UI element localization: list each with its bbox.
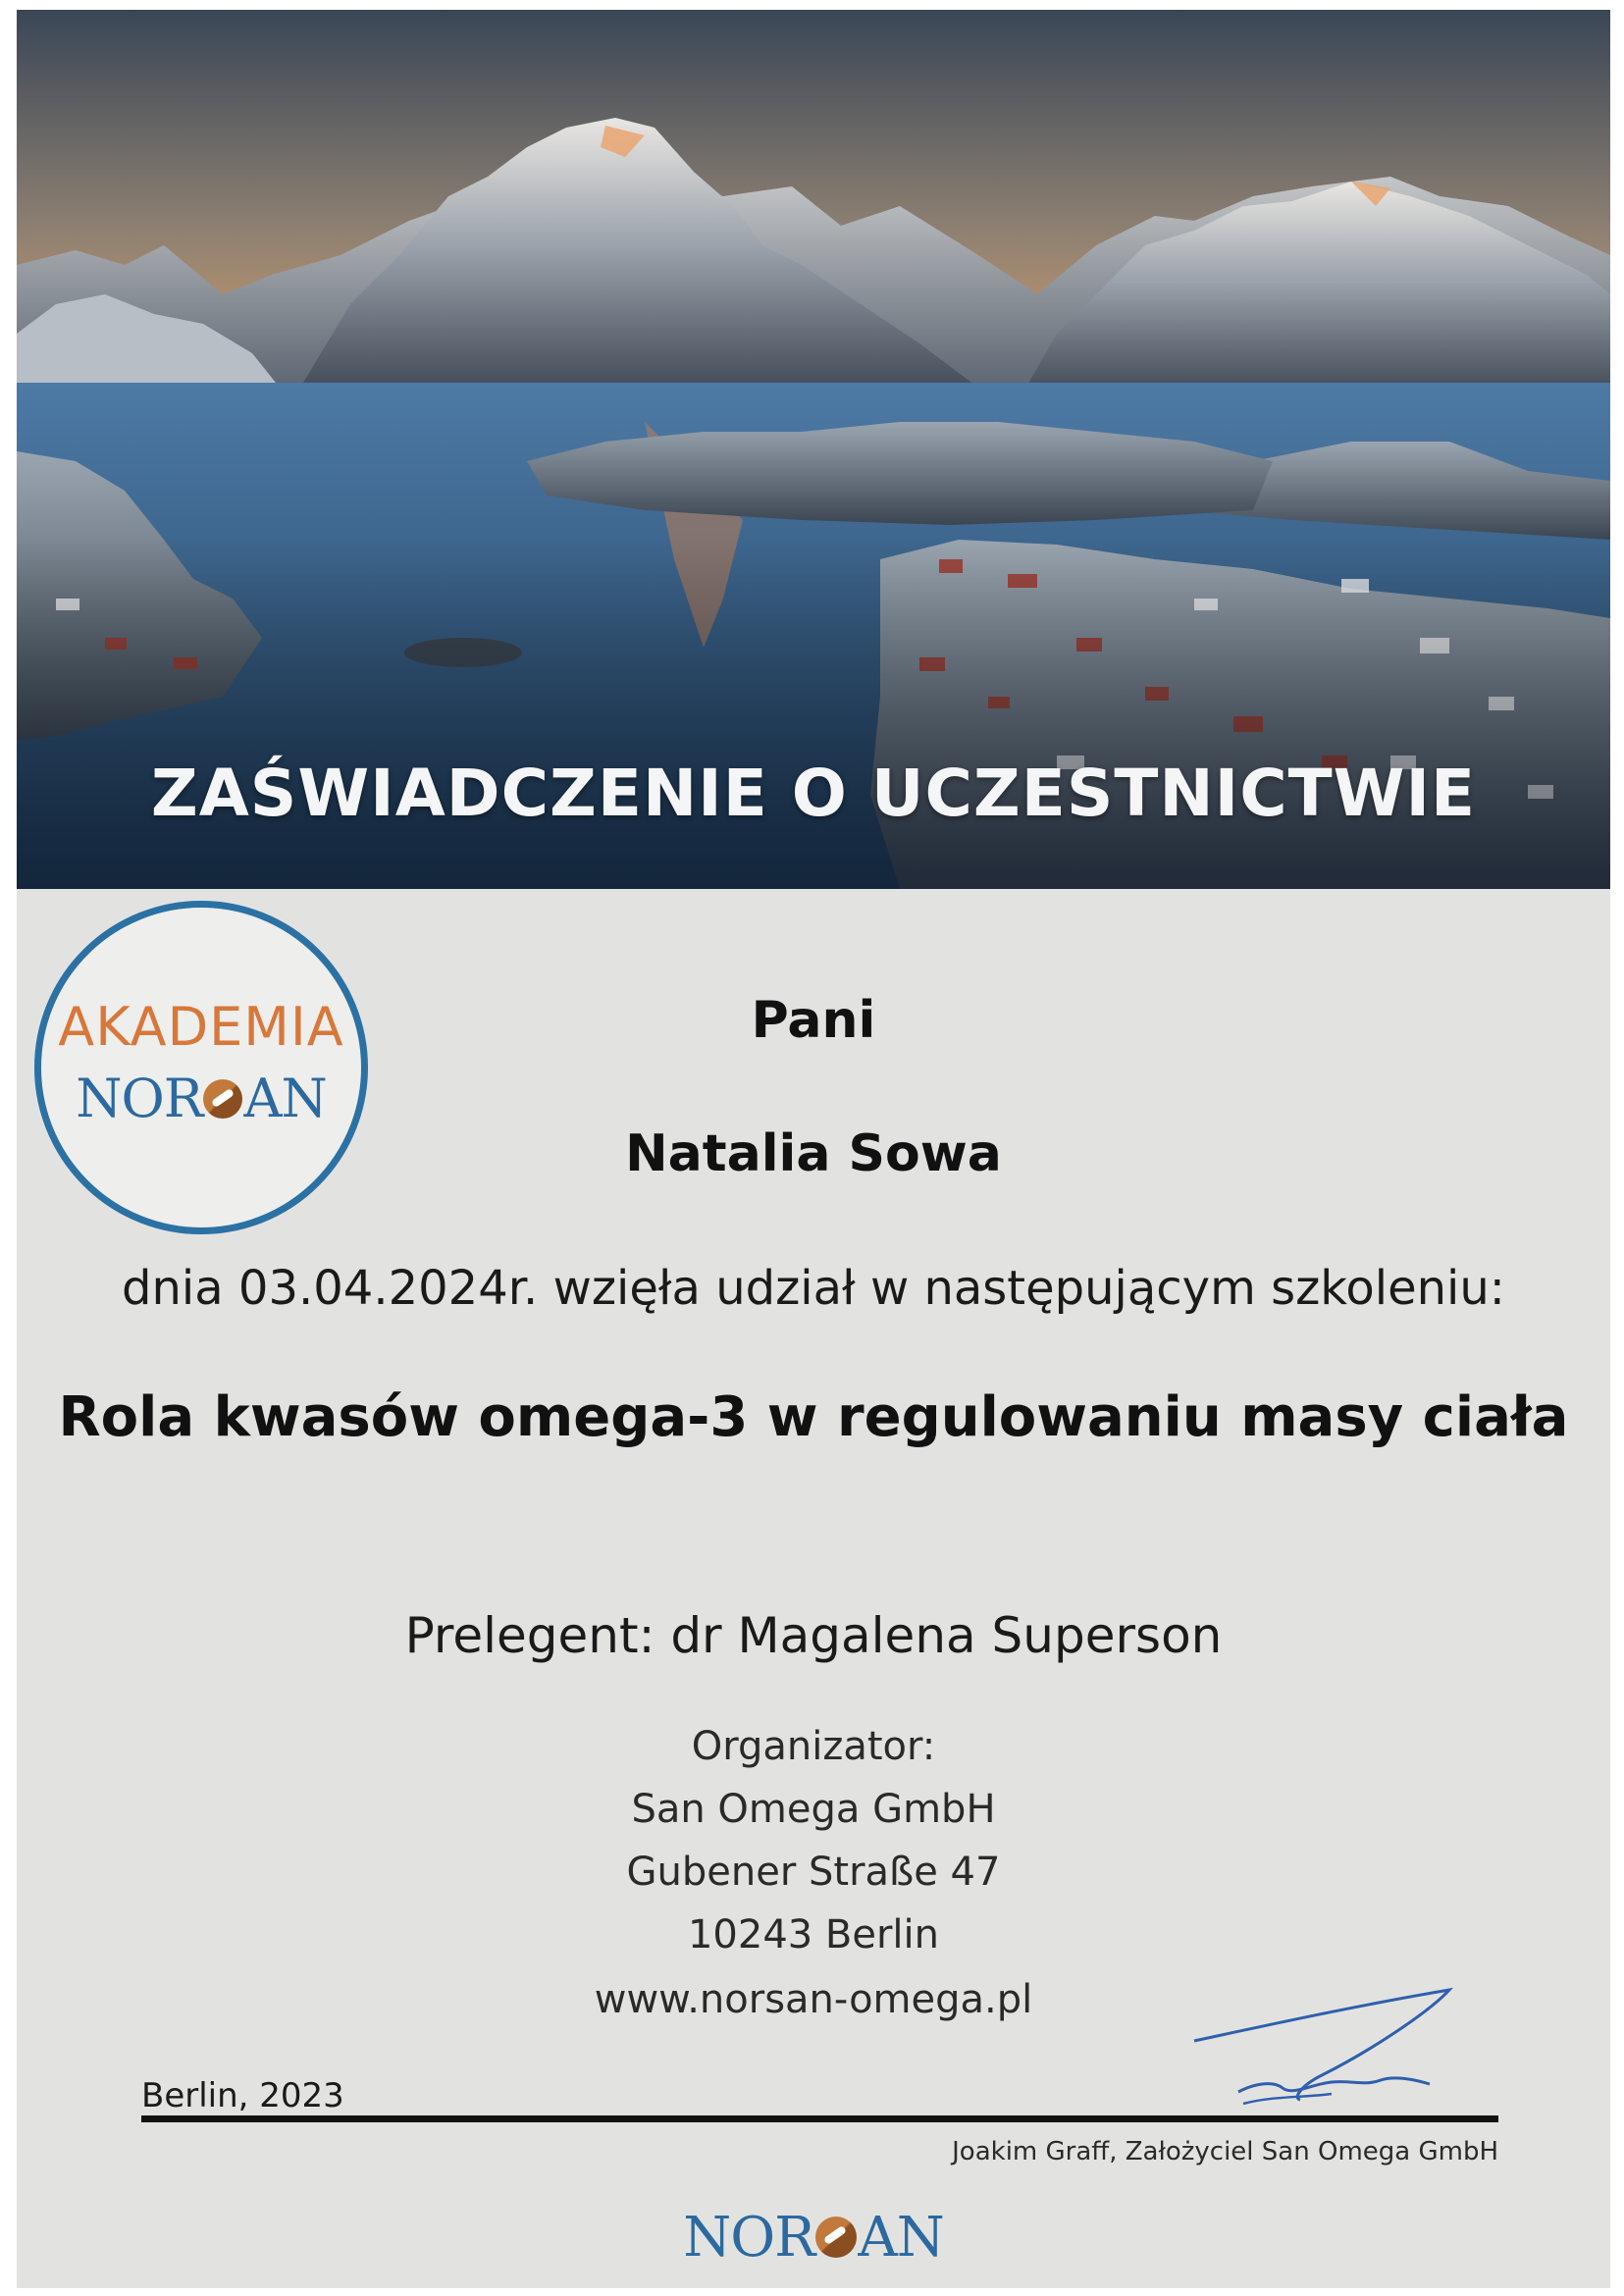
norsan-s-icon — [815, 2217, 857, 2258]
organizer-street: Gubener Straße 47 — [626, 1850, 1001, 1895]
training-title: Rola kwasów omega-3 w regulowaniu masy ciała — [58, 1385, 1569, 1449]
recipient-salutation: Pani — [751, 991, 876, 1050]
signer-caption: Joakim Graff, Założyciel San Omega GmbH — [952, 2137, 1498, 2166]
recipient-name: Natalia Sowa — [625, 1124, 1002, 1183]
hero-photo — [17, 10, 1610, 889]
academy-logo-line1: AKADEMIA — [58, 996, 344, 1058]
certificate-page — [17, 10, 1610, 2288]
signature-line — [141, 2115, 1498, 2122]
academy-logo-right: AN — [243, 1068, 327, 1129]
footer-logo-right: AN — [858, 2206, 944, 2270]
organizer-label: Organizator: — [691, 1724, 936, 1769]
akademia-norsan-logo — [34, 901, 368, 1234]
norsan-footer-logo — [17, 2206, 1610, 2270]
participation-statement: dnia 03.04.2024r. wzięła udział w następującym szkoleniu: — [122, 1261, 1505, 1316]
certificate-title: ZAŚWIADCZENIE O UCZESTNICTWIE — [150, 756, 1477, 831]
organizer-website: www.norsan-omega.pl — [594, 1977, 1033, 2022]
signature-image — [1184, 1982, 1459, 2129]
academy-logo-left: NOR — [76, 1068, 203, 1129]
academy-logo-line2 — [41, 1068, 361, 1129]
speaker: Prelegent: dr Magalena Superson — [404, 1607, 1223, 1664]
footer-logo-left: NOR — [683, 2206, 815, 2270]
organizer-name: San Omega GmbH — [631, 1787, 996, 1832]
organizer-city: 10243 Berlin — [687, 1912, 940, 1957]
place-date: Berlin, 2023 — [141, 2076, 344, 2115]
norsan-s-icon — [203, 1079, 242, 1119]
